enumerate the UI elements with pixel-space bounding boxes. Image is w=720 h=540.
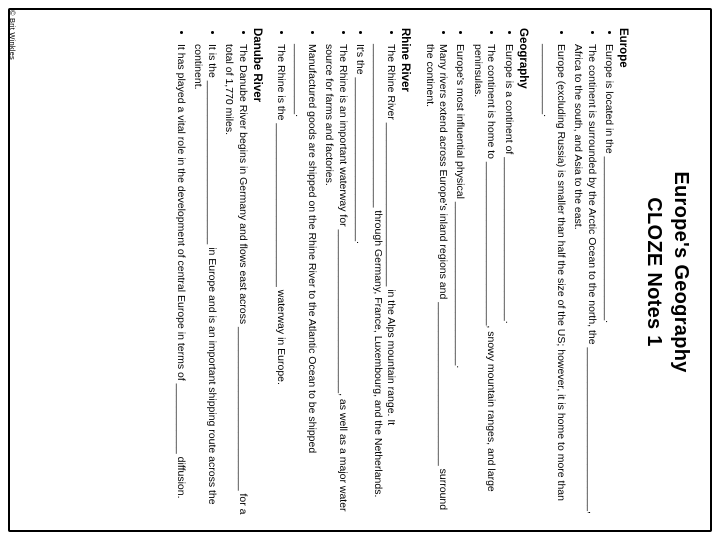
- bullet: • The continent is surrounded by the Arctic Ocean to the north, the ____________________________, Africa to the south, and Asia to the east.: [571, 44, 598, 516]
- section-europe-heading: Europe: [617, 28, 629, 68]
- bullet: • The Rhine River ____________________________ in the Alps mountain range. It ____________________________ through Germany, France, Luxembourg, and the Netherlands.: [370, 44, 397, 516]
- bullet: • The Danube River begins in Germany and flows east across ____________________________ for a total of 1,770 miles.: [222, 44, 249, 516]
- section-europe: [540, 28, 629, 516]
- bullet: • Europe is located in the ____________________________.: [602, 44, 615, 516]
- section-geography-heading: Geography: [516, 28, 529, 89]
- section-geography: [422, 28, 529, 516]
- section-rhine-list: [274, 28, 398, 516]
- bullet: • It is the ____________________________ in Europe and is an important shipping route across the continent.: [191, 44, 218, 516]
- bullet: • Europe (excluding Russia) is smaller than half the size of the US; however, it is home to more than ____________.: [540, 44, 567, 516]
- section-geography-list: [422, 28, 515, 516]
- section-europe-list: [540, 28, 615, 516]
- section-danube-river: [174, 28, 263, 516]
- page-content: [170, 28, 695, 516]
- bullet: • Many rivers extend across Europe's inland regions and ____________________________ surround the continent.: [422, 44, 449, 516]
- title-line-1: Europe's Geography: [670, 171, 692, 373]
- title-line-2: CLOZE Notes 1: [643, 197, 665, 347]
- bullet: • The Rhine is an important waterway for ____________________________, as well as a major water source for farms and factories.: [322, 44, 349, 516]
- worksheet-title: [640, 28, 694, 516]
- bullet: • Europe's most influential physical ____________________________.: [453, 44, 466, 516]
- bullet: • Manufactured goods are shipped on the Rhine River to the Atlantic Ocean to be shipped ____________.: [291, 44, 318, 516]
- bullet: • Europe is a continent of ____________________________.: [501, 44, 514, 516]
- bullet: • It's the ____________________________.: [353, 44, 366, 516]
- bullet: • The Rhine is the ____________________________ waterway in Europe.: [274, 44, 287, 516]
- section-rhine-heading: Rhine River: [399, 28, 412, 92]
- section-danube-list: [174, 28, 249, 516]
- section-danube-heading: Danube River: [250, 28, 263, 103]
- bullet: • The continent is home to ____________________________, snowy mountain ranges, and large peninsulas.: [471, 44, 498, 516]
- section-rhine-river: [274, 28, 412, 516]
- copyright: © Brit Winkles: [8, 10, 17, 60]
- bullet: • It has played a vital role in the development of central Europe in terms of ____________ diffusion.: [174, 44, 187, 516]
